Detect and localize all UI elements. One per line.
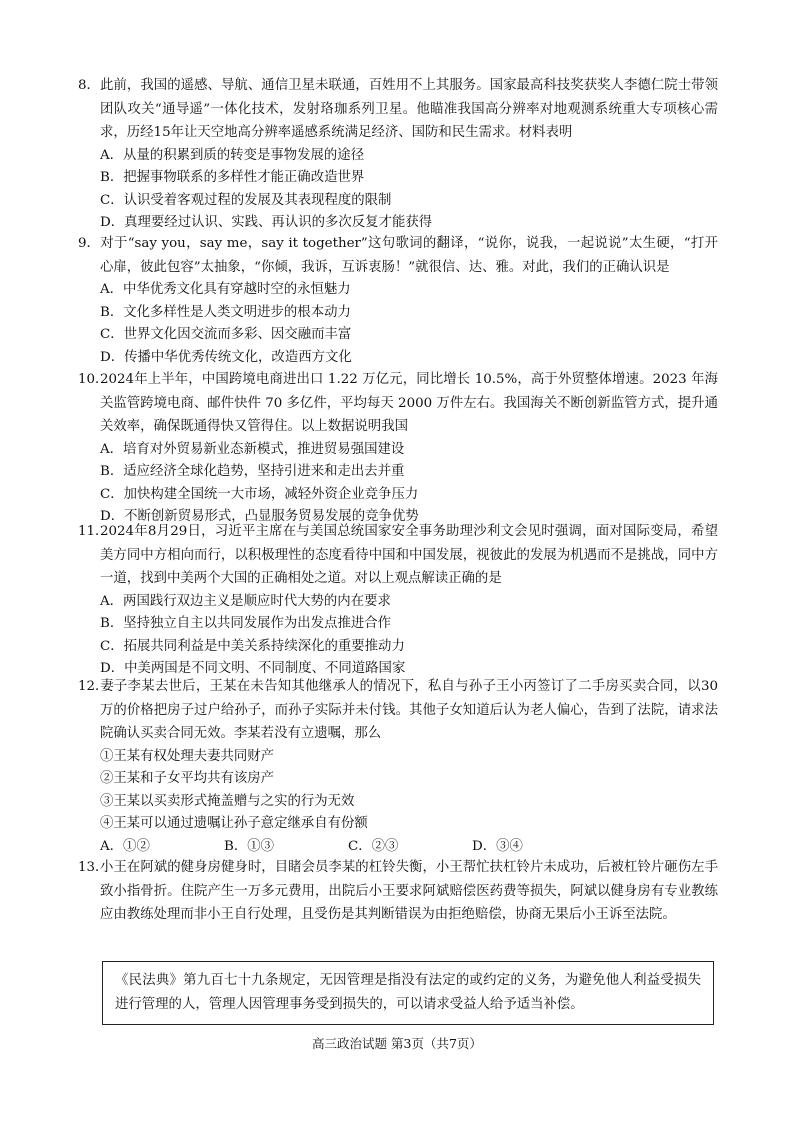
option-b: B．①③	[224, 838, 275, 854]
question-number: 10．	[78, 372, 109, 387]
question-stem	[78, 520, 718, 591]
question-number: 9．	[78, 236, 100, 251]
question-8	[78, 74, 718, 235]
question-text: 此前，我国的遥感、导航、通信卫星未联通，百姓用不上其服务。国家最高科技奖获奖人李德仁院士带领团队攻关“通导遥”一体化技术，发射珞珈系列卫星。他瞄准我国高分辨率对地观测系统重大专项核心需求，历经15年让天空地高分辨率遥感系统满足经济、国防和民生需求。材料表明	[100, 78, 718, 140]
option-c: C．认识受着客观过程的发展及其表现程度的限制	[100, 192, 392, 208]
question-number: 12．	[78, 679, 109, 694]
question-text: 小王在阿斌的健身房健身时，目睹会员李某的杠铃失衡，小王帮忙扶杠铃片未成功，后被杠铃片砸伤左手致小指骨折。住院产生一万多元费用，出院后小王要求阿斌赔偿医药费等损失，阿斌以健身房有专业教练应由教练处理而非小王自行处理，且受伤是其判断错误为由拒绝赔偿，协商无果后小王诉至法院。	[100, 860, 718, 922]
question-13	[78, 856, 718, 927]
option-d: D．传播中华优秀传统文化，改造西方文化	[100, 349, 352, 365]
question-text: 对于“say you，say me，say it together”这句歌词的翻译，“说你，说我，一起说说”太生硬，“打开心扉，彼此包容”太抽象，“你倾，我诉，互诉衷肠！”就很信、达、雅。对此，我们的正确认识是	[100, 236, 718, 275]
question-text: 妻子李某去世后，王某在未告知其他继承人的情况下，私自与孙子王小丙签订了二手房买卖合同，以30万的价格把房子过户给孙子，而孙子实际并未付钱。其他子女知道后认为老人偏心，告到了法院，请求法院确认买卖合同无效。李某若没有立遗嘱，那么	[100, 679, 718, 741]
page-footer: 高三政治试题 第3页（共7页）	[312, 1036, 482, 1051]
option-a: A．中华优秀文化具有穿越时空的永恒魅力	[100, 282, 351, 297]
option-d: D．不断创新贸易形式，凸显服务贸易发展的竞争优势	[100, 509, 419, 524]
statement-2: ②王某和子女平均共有该房产	[100, 771, 275, 786]
question-12	[78, 675, 718, 858]
option-b: B．文化多样性是人类文明进步的根本动力	[100, 304, 351, 320]
question-11	[78, 520, 718, 681]
question-stem	[78, 675, 718, 746]
statement-4: ④王某可以通过遗嘱让孙子意定继承自有份额	[100, 816, 368, 831]
legal-quote-box: 《民法典》第九百七十九条规定，无因管理是指没有法定的或约定的义务，为避免他人利益受损失进行管理的人，管理人因管理事务受到损失的，可以请求受益人给予适当补偿。	[102, 961, 714, 1025]
statement-1: ①王某有权处理夫妻共同财产	[100, 748, 275, 764]
option-b: B．适应经济全球化趋势，坚持引进来和走出去并重	[100, 464, 405, 479]
option-a: A．从量的积累到质的转变是事物发展的途径	[100, 147, 365, 163]
option-c: C．拓展共同利益是中美关系持续深化的重要推动力	[100, 638, 405, 654]
option-d: D．中美两国是不同文明、不同制度、不同道路国家	[100, 661, 406, 676]
option-d: D．③④	[472, 838, 523, 854]
option-a: A．培育对外贸易新业态新模式，推进贸易强国建设	[100, 441, 405, 457]
question-stem	[78, 74, 718, 145]
question-10	[78, 368, 718, 529]
question-number: 13．	[78, 860, 109, 875]
question-stem	[78, 856, 718, 927]
question-text: 2024年8月29日，习近平主席在与美国总统国家安全事务助理沙利文会见时强调，面对国际变局，希望美方同中方相向而行，以积极理性的态度看待中国和中国发展，视彼此的发展为机遇而不是挑战，同中方一道，找到中美两个大国的正确相处之道。对以上观点解读正确的是	[100, 524, 718, 586]
option-d: D．真理要经过认识、实践、再认识的多次反复才能获得	[100, 215, 433, 230]
option-row	[78, 836, 718, 859]
question-number: 8．	[78, 78, 100, 93]
question-number: 11．	[78, 524, 109, 539]
option-b: B．把握事物联系的多样性才能正确改造世界	[100, 170, 365, 185]
option-c: C．世界文化因交流而多彩、因交融而丰富	[100, 327, 352, 342]
question-stem	[78, 232, 718, 279]
question-text: 2024年上半年，中国跨境电商进出口 1.22 万亿元，同比增长 10.5%，高于外贸整体增速。2023 年海关监管跨境电商、邮件快件 70 多亿件，平均每天 2000 万件左右。我国海关不断创新监管方式，提升通关效率，确保既通得快又管得住。以上数据说明我国	[100, 372, 718, 434]
question-stem	[78, 368, 718, 439]
option-b: B．坚持独立自主以共同发展作为出发点推进合作	[100, 616, 392, 631]
question-9	[78, 232, 718, 369]
option-c: C．加快构建全国统一大市场，减轻外资企业竞争压力	[100, 486, 419, 502]
statement-3: ③王某以买卖形式掩盖赠与之实的行为无效	[100, 793, 355, 809]
option-a: A．两国践行双边主义是顺应时代大势的内在要求	[100, 593, 391, 609]
option-a: A．①②	[100, 838, 150, 854]
option-c: C．②③	[348, 838, 399, 854]
